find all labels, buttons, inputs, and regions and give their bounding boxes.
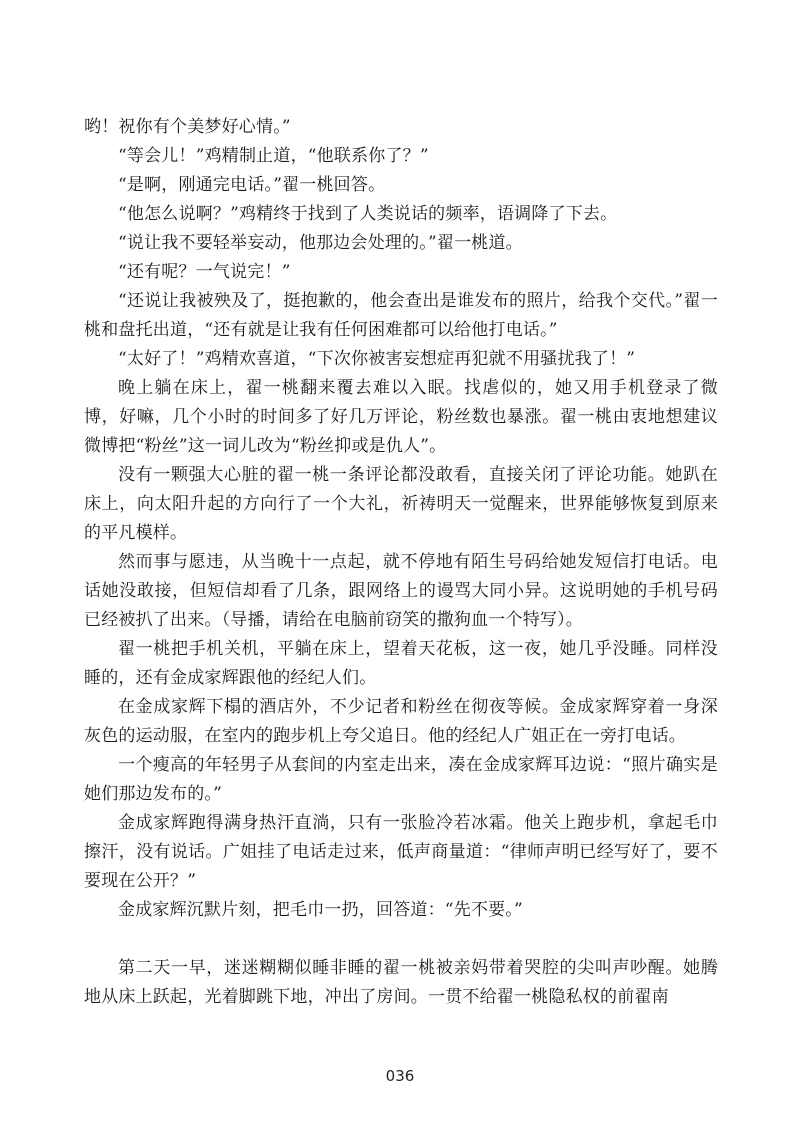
paragraph: “还说让我被殃及了，挺抱歉的，他会查出是谁发布的照片，给我个交代。”翟一桃和盘托出道，“还有就是让我有任何困难都可以给他打电话。” xyxy=(84,291,718,340)
paragraph: “他怎么说啊？”鸡精终于找到了人类说话的频率，语调降了下去。 xyxy=(118,204,618,224)
paragraph: 在金成家辉下榻的酒店外，不少记者和粉丝在彻夜等候。金成家辉穿着一身深灰色的运动服，在室内的跑步机上夸父追日。他的经纪人广姐正在一旁打电话。 xyxy=(84,697,718,746)
page-number: 036 xyxy=(385,1067,415,1085)
paragraph: 然而事与愿违，从当晚十一点起，就不停地有陌生号码给她发短信打电话。电话她没敢接，但短信却看了几条，跟网络上的谩骂大同小异。这说明她的手机号码已经被扒了出来。（导播，请给在电脑前窃笑的撒狗血一个特写）。 xyxy=(84,552,718,630)
text-block-before-break xyxy=(84,113,718,925)
paragraph: 没有一颗强大心脏的翟一桃一条评论都没敢看，直接关闭了评论功能。她趴在床上，向太阳升起的方向行了一个大礼，祈祷明天一觉醒来，世界能够恢复到原来的平凡模样。 xyxy=(84,465,718,543)
paragraph: 第二天一早，迷迷糊糊似睡非睡的翟一桃被亲妈带着哭腔的尖叫声吵醒。她腾地从床上跃起，光着脚跳下地，冲出了房间。一贯不给翟一桃隐私权的前翟南 xyxy=(84,958,718,1007)
section-gap xyxy=(84,925,718,954)
paragraph: 金成家辉跑得满身热汗直淌，只有一张脸冷若冰霜。他关上跑步机，拿起毛巾擦汗，没有说话。广姐挂了电话走过来，低声商量道：“律师声明已经写好了，要不要现在公开？” xyxy=(84,813,718,891)
paragraph: 翟一桃把手机关机，平躺在床上，望着天花板，这一夜，她几乎没睡。同样没睡的，还有金成家辉跟他的经纪人们。 xyxy=(84,639,718,688)
paragraph: 金成家辉沉默片刻，把毛巾一扔，回答道：“先不要。” xyxy=(118,900,523,920)
paragraph: “还有呢？一气说完！” xyxy=(118,262,291,282)
paragraph: “等会儿！”鸡精制止道，“他联系你了？” xyxy=(118,146,429,166)
paragraph: “太好了！”鸡精欢喜道，“下次你被害妄想症再犯就不用骚扰我了！” xyxy=(118,349,636,369)
paragraph: “说让我不要轻举妄动，他那边会处理的。”翟一桃道。 xyxy=(118,233,523,253)
paragraph: “是啊，刚通完电话。”翟一桃回答。 xyxy=(118,175,386,195)
paragraph: 晚上躺在床上，翟一桃翻来覆去难以入眠。找虐似的，她又用手机登录了微博，好嘛，几个小时的时间多了好几万评论，粉丝数也暴涨。翟一桃由衷地想建议微博把“粉丝”这一词儿改为“粉丝抑或是仇人”。 xyxy=(84,378,718,456)
text-block-after-break xyxy=(84,954,718,1012)
paragraph: 一个瘦高的年轻男子从套间的内室走出来，凑在金成家辉耳边说：“照片确实是她们那边发布的。” xyxy=(84,755,718,804)
paragraph: 哟！祝你有个美梦好心情。” xyxy=(84,117,291,137)
page-body xyxy=(84,113,718,1012)
